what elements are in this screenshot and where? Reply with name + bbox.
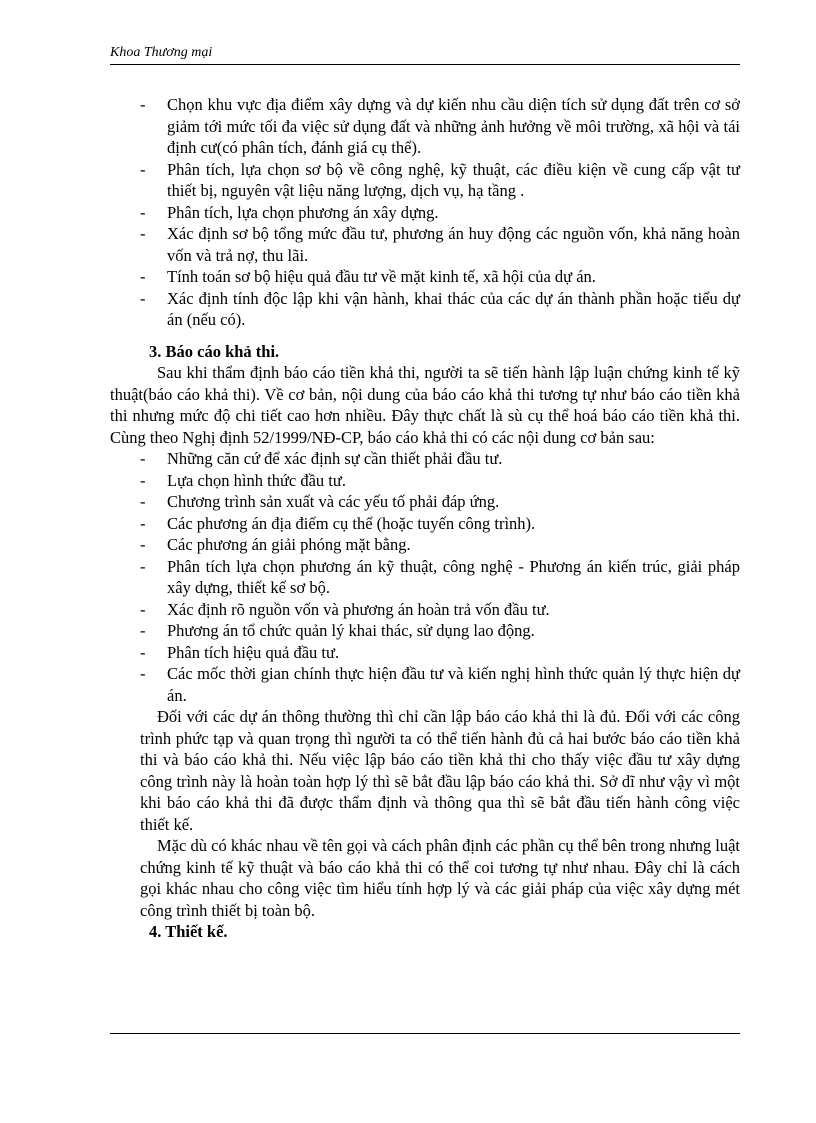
list-item: - Các mốc thời gian chính thực hiện đầu tư và kiến nghị hình thức quản lý thực hiện dự án. (140, 664, 740, 705)
paragraph: Mặc dù có khác nhau về tên gọi và cách phân định các phần cụ thể bên trong nhưng luật chứng kinh tế kỹ thuật và báo cáo khả thi có thể coi tương tự như nhau. Đây chỉ là cách gọi khác nhau cho công việc tìm hiểu tính hợp lý và các giải pháp của việc xây dựng mét công trình thiết bị toàn bộ. (140, 836, 740, 920)
bullet-dash: - (140, 95, 146, 114)
list-item: - Các phương án giải phóng mặt bằng. (140, 535, 411, 554)
list-item: - Chương trình sản xuất và các yếu tố phải đáp ứng. (140, 492, 500, 511)
bullet-dash: - (140, 288, 146, 308)
bullet-dash: - (140, 449, 146, 468)
document-body (110, 94, 740, 943)
bullet-dash: - (140, 159, 146, 179)
bullet-dash: - (140, 621, 146, 640)
section-heading: 4. Thiết kế. (149, 922, 228, 941)
list-item: - Những căn cứ để xác định sự cần thiết phải đầu tư. (140, 449, 503, 468)
feasibility-contents-list (140, 448, 740, 706)
page-header: Khoa Thương mại (110, 45, 213, 60)
bullet-dash: - (140, 202, 146, 222)
paragraph: Sau khi thẩm định báo cáo tiền khả thi, người ta sẽ tiến hành lập luận chứng kinh tế kỹ thuật(báo cáo khả thi). Về cơ bản, nội dung của báo cáo khả thi tương tự như báo cáo tiền khả thi nhưng mức độ chi tiết cao hơn nhiều. Đây thực chất là sù cụ thể hoá báo cáo tiền khả thi. Cùng theo Nghị định 52/1999/NĐ-CP, báo cáo khả thi có các nội dung cơ bản sau: (110, 363, 740, 447)
bullet-dash: - (140, 642, 146, 662)
bullet-dash: - (140, 470, 146, 490)
list-item: - Tính toán sơ bộ hiệu quả đầu tư về mặt kinh tế, xã hội của dự án. (140, 267, 596, 286)
bullet-dash: - (140, 513, 146, 533)
section-heading: 3. Báo cáo khả thi. (149, 341, 280, 361)
bullet-dash: - (140, 492, 146, 511)
requirements-list (140, 94, 740, 331)
footer-divider (110, 1033, 740, 1034)
bullet-dash: - (140, 224, 146, 243)
bullet-dash: - (140, 599, 146, 619)
list-item: - Phương án tổ chức quản lý khai thác, sử dụng lao động. (140, 621, 535, 640)
list-item: - Xác định tính độc lập khi vận hành, khai thác của các dự án thành phần hoặc tiểu dự án (nếu có). (140, 288, 740, 329)
list-item: - Xác định rõ nguồn vốn và phương án hoàn trả vốn đầu tư. (140, 599, 550, 619)
list-item: - Phân tích hiệu quả đầu tư. (140, 642, 340, 662)
paragraph: Đối với các dự án thông thường thì chỉ cần lập báo cáo khả thi là đủ. Đối với các công trình phức tạp và quan trọng thì người ta có thể tiến hành đủ cả hai bước báo cáo tiền khả thi và báo cáo khả thi. Nếu việc lập báo cáo tiền khả thi cho thấy việc đầu tư xây dựng công trình này là hoàn toàn hợp lý thì sẽ bắt đầu lập báo cáo khả thi. Sở dĩ như vậy vì một khi báo cáo khả thi đã được thẩm định và thông qua thì sẽ bắt đầu tiến hành công việc thiết kế. (140, 707, 740, 834)
bullet-dash: - (140, 556, 146, 576)
list-item: - Phân tích, lựa chọn phương án xây dựng. (140, 202, 439, 222)
list-item: - Phân tích, lựa chọn sơ bộ về công nghệ, kỹ thuật, các điều kiện về cung cấp vật tư thiết bị, nguyên vật liệu năng lượng, dịch vụ, hạ tầng . (140, 159, 740, 200)
list-item: - Xác định sơ bộ tổng mức đầu tư, phương án huy động các nguồn vốn, khả năng hoàn vốn và trả nợ, thu lãi. (140, 224, 740, 265)
header-divider (110, 64, 740, 65)
list-item: - Chọn khu vực địa điểm xây dựng và dự kiến nhu cầu diện tích sử dụng đất trên cơ sở giảm tới mức tối đa việc sử dụng đất và những ảnh hưởng về môi trường, xã hội và tái định cư(có phân tích, đánh giá cụ thể). (140, 95, 740, 157)
list-item: - Phân tích lựa chọn phương án kỹ thuật, công nghệ - Phương án kiến trúc, giải pháp xây dựng, thiết kế sơ bộ. (140, 556, 740, 597)
list-item: - Lựa chọn hình thức đầu tư. (140, 470, 346, 490)
bullet-dash: - (140, 267, 146, 286)
bullet-dash: - (140, 535, 146, 554)
bullet-dash: - (140, 664, 146, 683)
list-item: - Các phương án địa điểm cụ thể (hoặc tuyến công trình). (140, 513, 536, 533)
